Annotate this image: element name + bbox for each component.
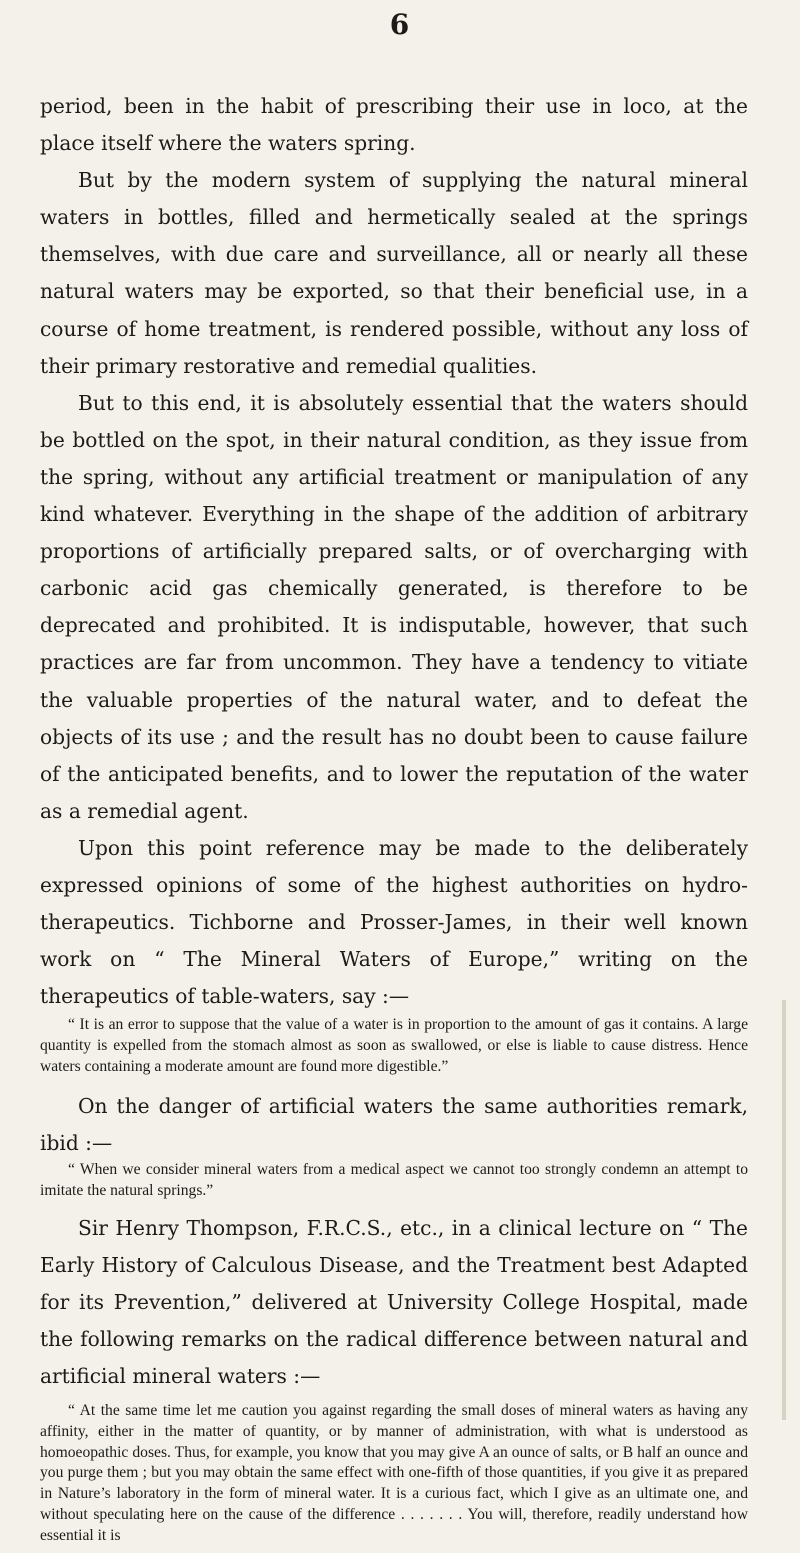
- page-number: 6: [389, 8, 411, 41]
- quote-table-waters: “ It is an error to suppose that the value of a water is in proportion to the amount of gas it contains. A large quantity is expelled from the stomach almost as soon as swallowed, or else is liable to cause distress. Hence waters containing a moderate amount are found more digestible.”: [40, 1016, 748, 1075]
- page-edge-shadow: [782, 1000, 786, 1420]
- paragraph-artificial-danger: On the danger of artificial waters the same authorities remark, ibid :—: [40, 1093, 748, 1155]
- quote-imitation: “ When we consider mineral waters from a medical aspect we cannot too strongly condemn an attempt to imitate the natural springs.”: [40, 1160, 748, 1199]
- quote-thompson-lecture: “ At the same time let me caution you against regarding the small doses of mineral waters as having any affinity, either in the matter of quantity, or by manner of administration, with what is understood as homoeopathic doses. Thus, for example, you know that you may give A an ounce of salts, or B half an ounce and you purge them ; but you may obtain the same effect with one-fifth of those quantities, if you give it as prepared in Nature’s laboratory in the form of mineral water. It is a curious fact, which I give as an ultimate one, and without speculating here on the cause of the difference . . . . . . . You will, therefore, readily understand how essential it is: [40, 1401, 748, 1544]
- paragraph-bottling: But by the modern system of supplying the natural mineral waters in bottles, filled and hermetically sealed at the springs themselves, with due care and surveillance, all or nearly all these natural waters may be exported, so that their beneficial use, in a course of home treatment, is rendered possible, without any loss of their primary restorative and remedial qualities.: [40, 168, 748, 378]
- paragraph-continuation: period, been in the habit of prescribing their use in loco, at the place itself where the waters spring.: [40, 94, 748, 156]
- paragraph-natural-condition: But to this end, it is absolutely essential that the waters should be bottled on the spot, in their natural condition, as they issue from the spring, without any artificial treatment or manipulation of any kind whatever. Everything in the shape of the addition of arbitrary proportions of artificially prepared salts, or of overcharging with carbonic acid gas chemically generated, is therefore to be deprecated and prohibited. It is indisputable, however, that such practices are far from uncommon. They have a tendency to vitiate the valuable properties of the natural water, and to defeat the objects of its use ; and the result has no doubt been to cause failure of the anticipated benefits, and to lower the reputation of the water as a remedial agent.: [40, 390, 748, 823]
- paragraph-authorities: Upon this point reference may be made to the deliberately expressed opinions of some of the highest authorities on hydro-therapeutics. Tichborne and Prosser-James, in their well known work on “ The Mineral Waters of Europe,” writing on the therapeutics of table-waters, say :—: [40, 835, 748, 1009]
- page-body: [40, 88, 748, 1553]
- paragraph-thompson: Sir Henry Thompson, F.R.C.S., etc., in a clinical lecture on “ The Early History of Calculous Disease, and the Treatment best Adapted for its Prevention,” delivered at University College Hospital, made the following remarks on the radical difference between natural and artificial mineral waters :—: [40, 1215, 748, 1388]
